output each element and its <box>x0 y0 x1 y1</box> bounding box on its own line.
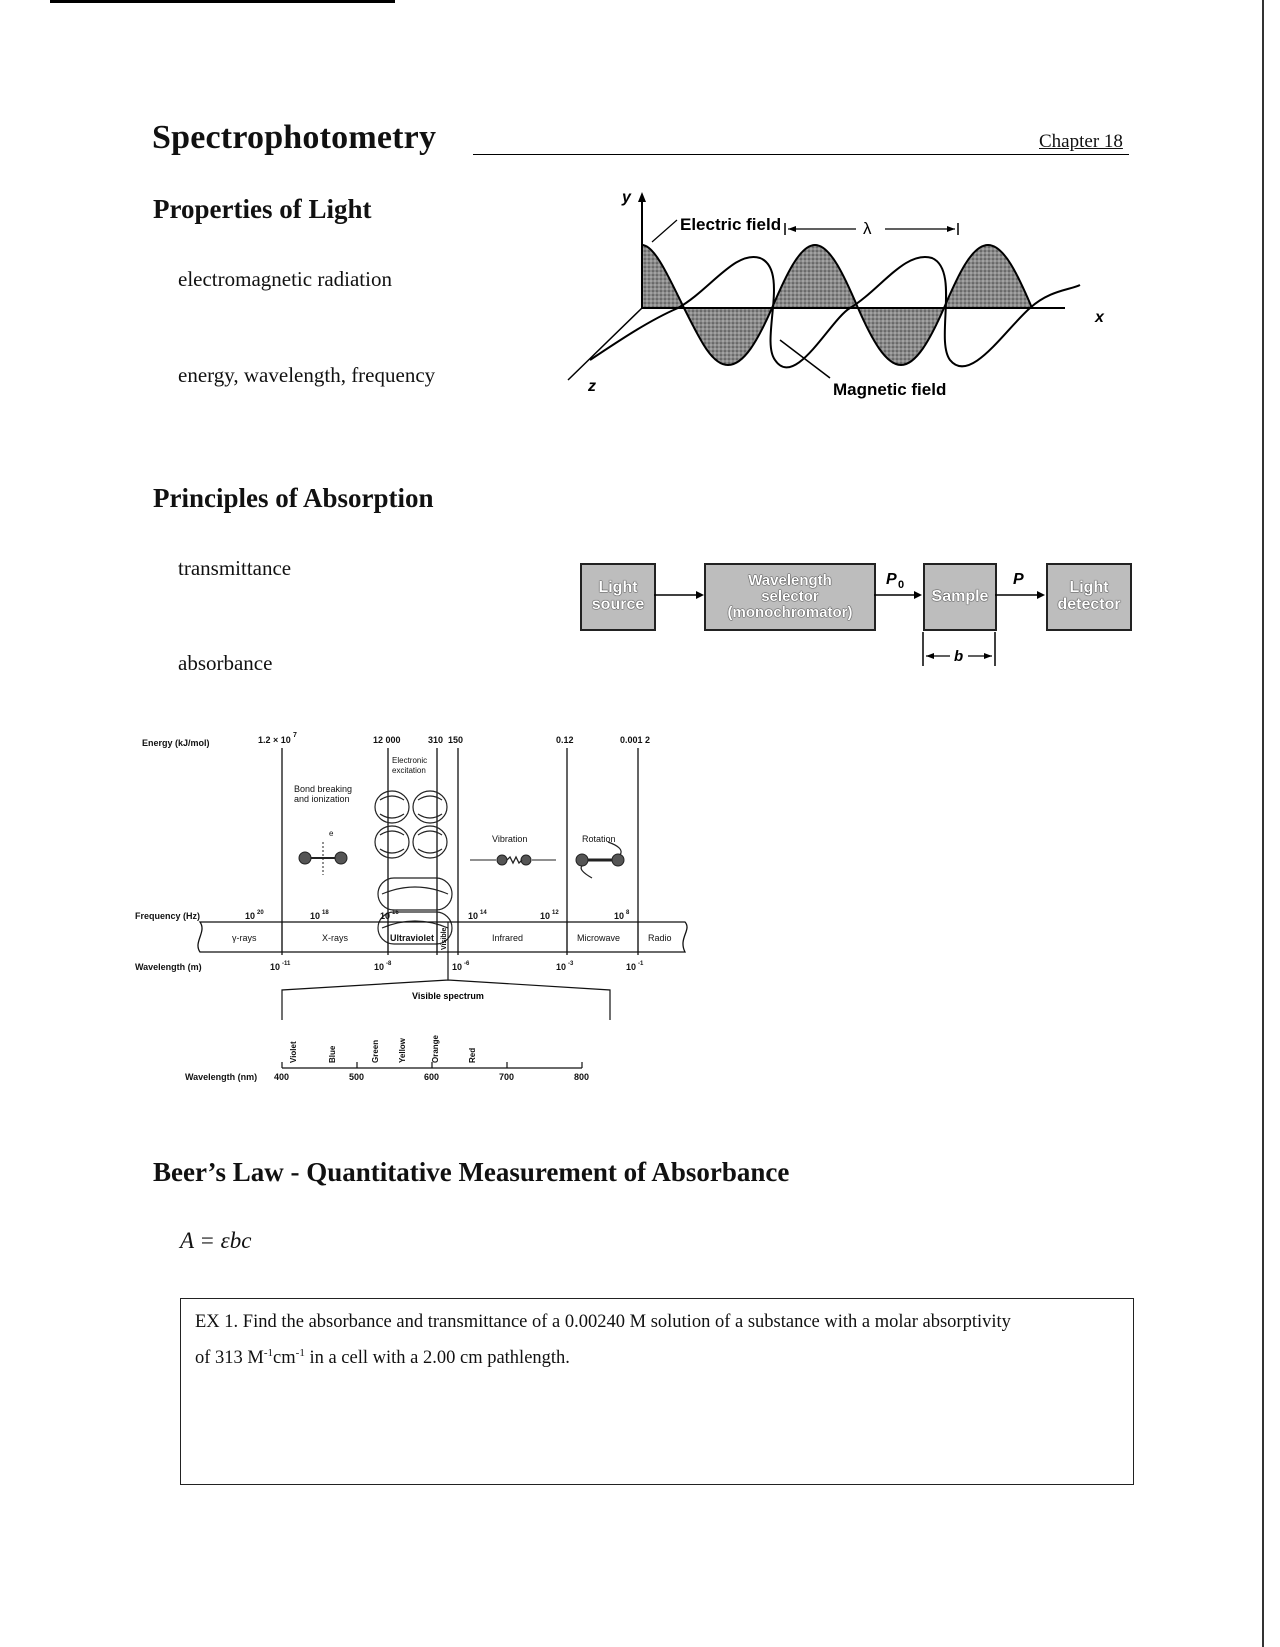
electric-field-label: Electric field <box>680 215 782 234</box>
electronic-label-2: excitation <box>392 766 426 775</box>
wavelength-tick-2: 10 <box>374 962 385 972</box>
wavelength-tick-1: 10 <box>270 962 281 972</box>
frequency-exp-6: 8 <box>626 910 630 916</box>
color-orange: Orange <box>431 1034 440 1063</box>
energy-tick-1: 1.2 × 10 <box>258 735 291 745</box>
properties-item-2: energy, wavelength, frequency <box>178 363 436 387</box>
nm-tick-700: 700 <box>499 1072 515 1082</box>
example-sup-1: -1 <box>263 1347 274 1359</box>
p0-subscript: 0 <box>898 579 905 591</box>
molecule-drawings <box>299 842 624 878</box>
wavelength-m-label: Wavelength (m) <box>135 962 202 972</box>
frequency-exp-2: 18 <box>322 910 329 916</box>
rotation-label: Rotation <box>582 834 616 844</box>
energy-label: Energy (kJ/mol) <box>142 738 210 748</box>
vibration-label: Vibration <box>492 834 528 844</box>
frequency-exp-1: 20 <box>257 910 264 916</box>
color-yellow: Yellow <box>398 1038 407 1063</box>
selector-line-3: (monochromator) <box>727 603 853 621</box>
light-source-box <box>580 563 656 631</box>
color-blue: Blue <box>328 1045 337 1063</box>
principles-item-1: transmittance <box>178 556 292 580</box>
nm-tick-800: 800 <box>574 1072 590 1082</box>
page-edge-rule <box>1262 0 1264 1647</box>
bond-label-1: Bond breaking <box>294 784 353 794</box>
energy-tick-4: 150 <box>448 735 464 745</box>
detector-line-2: detector <box>1057 596 1121 613</box>
p0-label: P <box>886 571 897 588</box>
electron-symbol: e <box>329 829 334 838</box>
page-title: Spectrophotometry <box>152 119 437 156</box>
example-line-2c: in a cell with a 2.00 cm pathlength. <box>304 1348 570 1369</box>
example-line-2 <box>195 1338 1115 1374</box>
frequency-label: Frequency (Hz) <box>135 911 201 921</box>
orbital-drawings <box>375 791 452 944</box>
frequency-tick-2: 10 <box>310 911 321 921</box>
nm-tick-400: 400 <box>274 1072 290 1082</box>
region-xray: X-rays <box>322 933 349 943</box>
energy-tick-5: 0.12 <box>556 735 574 745</box>
wavelength-exp-1: -11 <box>282 961 291 967</box>
wavelength-exp-4: -3 <box>568 961 574 967</box>
frequency-tick-3: 10 <box>380 911 391 921</box>
selector-line-1: Wavelength <box>748 572 832 590</box>
example-line-1: EX 1. Find the absorbance and transmittance of a 0.00240 M solution of a substance with a molar absorptivity <box>195 1312 1011 1332</box>
frequency-tick-6: 10 <box>614 911 625 921</box>
beer-heading: Beer’s Law - Quantitative Measurement of Absorbance <box>153 1157 790 1187</box>
y-axis-label: y <box>622 190 631 206</box>
region-gamma: γ-rays <box>232 933 257 943</box>
frequency-tick-5: 10 <box>540 911 551 921</box>
x-axis-label: x <box>1095 309 1104 326</box>
nm-tick-600: 600 <box>424 1072 440 1082</box>
p-label: P <box>1013 571 1024 588</box>
example-line-2a: of 313 M <box>195 1348 264 1369</box>
light-source-line-2: source <box>591 596 645 613</box>
region-microwave: Microwave <box>577 933 621 943</box>
frequency-exp-3: 16 <box>392 910 399 916</box>
example-line-2b: cm <box>273 1348 296 1369</box>
electronic-label-1: Electronic <box>392 756 428 765</box>
wavelength-tick-4: 10 <box>556 962 567 972</box>
frequency-tick-4: 10 <box>468 911 479 921</box>
energy-tick-3: 310 <box>428 735 444 745</box>
frequency-exp-4: 14 <box>480 910 487 916</box>
z-axis-label: z <box>588 378 596 395</box>
energy-tick-2: 12 000 <box>373 735 401 745</box>
frequency-tick-1: 10 <box>245 911 256 921</box>
region-visible: Visible <box>441 927 448 950</box>
frequency-exp-5: 12 <box>552 910 559 916</box>
properties-heading: Properties of Light <box>153 194 372 224</box>
color-violet: Violet <box>289 1041 298 1063</box>
light-source-line-1: Light <box>598 579 638 597</box>
title-rule <box>473 154 1129 155</box>
wavelength-tick-3: 10 <box>452 962 463 972</box>
properties-item-1: electromagnetic radiation <box>178 267 392 291</box>
energy-tick-6: 0.001 2 <box>620 735 651 745</box>
principles-heading: Principles of Absorption <box>153 483 434 513</box>
example-sup-2: -1 <box>295 1347 305 1359</box>
example-text <box>195 1307 1115 1374</box>
em-spectrum-figure <box>130 730 700 1135</box>
nm-label: Wavelength (nm) <box>185 1072 258 1082</box>
sample-label: Sample <box>931 587 989 605</box>
detector-line-1: Light <box>1069 579 1109 597</box>
nm-tick-500: 500 <box>349 1072 365 1082</box>
wavelength-tick-5: 10 <box>626 962 637 972</box>
magnetic-field-label: Magnetic field <box>833 380 947 399</box>
example-box <box>180 1298 1134 1485</box>
b-label: b <box>954 648 964 665</box>
block-diagram-arrows <box>650 560 1070 670</box>
visible-spectrum-title: Visible spectrum <box>412 991 484 1001</box>
wavelength-exp-3: -6 <box>464 961 470 967</box>
beer-formula: A = εbc <box>180 1228 252 1253</box>
top-rule <box>50 0 395 3</box>
chapter-label: Chapter 18 <box>1039 131 1123 152</box>
wavelength-exp-5: -1 <box>638 961 644 967</box>
z-axis <box>568 308 642 380</box>
energy-tick-1-exp: 7 <box>293 732 297 739</box>
bond-label-2: and ionization <box>294 794 350 804</box>
lambda-label: λ <box>863 219 872 238</box>
wavelength-exp-2: -8 <box>386 961 392 967</box>
em-wave-figure <box>560 190 1120 415</box>
principles-item-2: absorbance <box>178 651 273 675</box>
selector-line-2: selector <box>761 588 819 606</box>
color-green: Green <box>371 1039 380 1063</box>
region-radio: Radio <box>648 933 672 943</box>
color-red: Red <box>468 1047 477 1063</box>
region-uv: Ultraviolet <box>390 933 435 943</box>
region-infrared: Infrared <box>492 933 524 943</box>
